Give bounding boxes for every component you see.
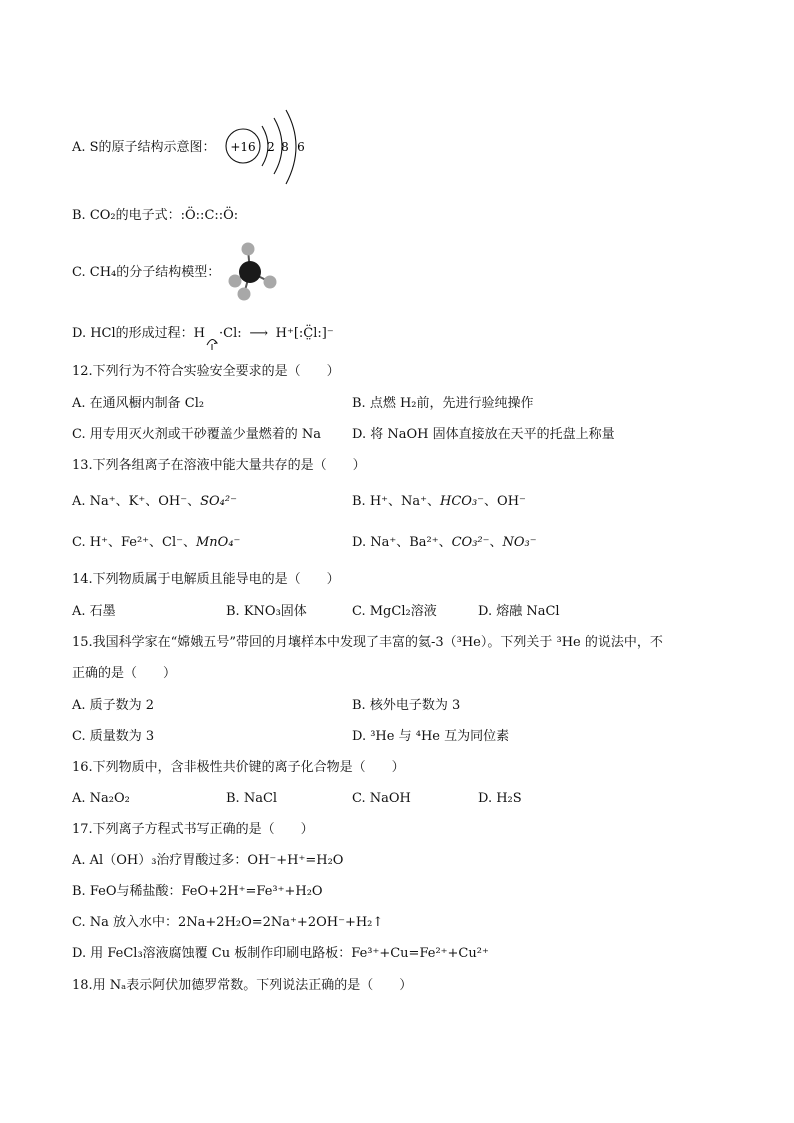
q13-b-ion: HCO₃⁻ [440, 494, 485, 509]
shell-1-count: 2 [267, 140, 275, 154]
q15-stem-line2: 正确的是（ ） [72, 666, 177, 681]
q13-a-text: A. Na⁺、K⁺、OH⁻、 [72, 494, 201, 509]
q13-option-c [72, 534, 240, 552]
q13-b-tail: 、OH⁻ [484, 494, 526, 509]
ch4-ball-stick-model [226, 240, 282, 302]
q17-stem: 17.下列离子方程式书写正确的是（ ） [72, 822, 314, 837]
q15-option-d: D. ³He 与 ⁴He 互为同位素 [352, 729, 510, 744]
shell-2-count: 8 [281, 140, 289, 154]
q15-option-b: B. 核外电子数为 3 [352, 698, 461, 713]
q13-d-ion1: CO₃²⁻ [451, 535, 490, 550]
q12-option-a: A. 在通风橱内制备 Cl₂ [72, 396, 205, 411]
q16-option-d: D. H₂S [478, 791, 522, 806]
q17-option-b: B. FeO与稀盐酸：FeO+2H⁺=Fe³⁺+H₂O [72, 884, 323, 899]
q14-stem: 14.下列物质属于电解质且能导电的是（ ） [72, 572, 340, 587]
co2-electron-formula: :Ö::C::Ö: [180, 208, 239, 223]
q13-a-ion: SO₄²⁻ [200, 494, 237, 509]
sulfur-atom-diagram [222, 104, 312, 190]
q14-option-d: D. 熔融 NaCl [478, 604, 560, 619]
q13-option-d [352, 534, 537, 552]
option-c-label: C. CH₄的分子结构模型： [72, 265, 221, 280]
q13-c-text: C. H⁺、Fe²⁺、Cl⁻、 [72, 535, 196, 550]
q15-option-a: A. 质子数为 2 [72, 698, 155, 713]
q16-option-c: C. NaOH [352, 791, 411, 806]
q13-c-ion: MnO₄⁻ [196, 535, 241, 550]
option-d [72, 325, 334, 343]
hcl-cl: ·Cl: [219, 326, 242, 341]
option-b [72, 207, 238, 225]
q12-option-c: C. 用专用灭火剂或干砂覆盖少量燃着的 Na [72, 427, 322, 442]
option-a-label: A. S的原子结构示意图： [72, 140, 216, 155]
q12-stem: 12.下列行为不符合实验安全要求的是（ ） [72, 364, 340, 379]
q17-option-d: D. 用 FeCl₃溶液腐蚀覆 Cu 板制作印刷电路板：Fe³⁺+Cu=Fe²⁺+Cu²⁺ [72, 946, 489, 961]
q12-option-d: D. 将 NaOH 固体直接放在天平的托盘上称量 [352, 427, 615, 442]
nucleus-charge: +16 [230, 140, 256, 154]
q16-stem: 16.下列物质中，含非极性共价键的离子化合物是（ ） [72, 760, 405, 775]
q17-option-c: C. Na 放入水中：2Na+2H₂O=2Na⁺+2OH⁻+H₂↑ [72, 915, 384, 930]
hcl-product: H⁺[:C̤̈l:]⁻ [275, 326, 334, 341]
q16-option-b: B. NaCl [226, 791, 278, 806]
q14-option-a: A. 石墨 [72, 604, 116, 619]
q15-stem-line1: 15.我国科学家在“嫦娥五号”带回的月壤样本中发现了丰富的氦-3（³He）。下列关于 ³He 的说法中，不 [72, 635, 663, 650]
q13-d-text: D. Na⁺、Ba²⁺、 [352, 535, 452, 550]
option-d-label: D. HCl的形成过程： [72, 326, 194, 341]
q13-option-b [352, 493, 526, 511]
q17-option-a: A. Al（OH）₃治疗胃酸过多：OH⁻+H⁺=H₂O [72, 853, 344, 868]
q13-option-a [72, 493, 237, 511]
q14-option-c: C. MgCl₂溶液 [352, 604, 437, 619]
q13-b-text: B. H⁺、Na⁺、 [352, 494, 441, 509]
q14-option-b: B. KNO₃固体 [226, 604, 307, 619]
q13-stem: 13.下列各组离子在溶液中能大量共存的是（ ） [72, 458, 366, 473]
option-b-label: B. CO₂的电子式： [72, 208, 181, 223]
q18-stem: 18.用 Nₐ表示阿伏加德罗常数。下列说法正确的是（ ） [72, 978, 413, 993]
reaction-arrow: ⟶ [249, 326, 268, 341]
q12-option-b: B. 点燃 H₂前，先进行验纯操作 [352, 396, 534, 411]
q15-option-c: C. 质量数为 3 [72, 729, 155, 744]
q13-d-ion2: NO₃⁻ [502, 535, 537, 550]
q16-option-a: A. Na₂O₂ [72, 791, 130, 806]
hcl-h: H [193, 326, 206, 341]
q13-d-sep: 、 [489, 535, 503, 550]
shell-3-count: 6 [297, 140, 305, 154]
